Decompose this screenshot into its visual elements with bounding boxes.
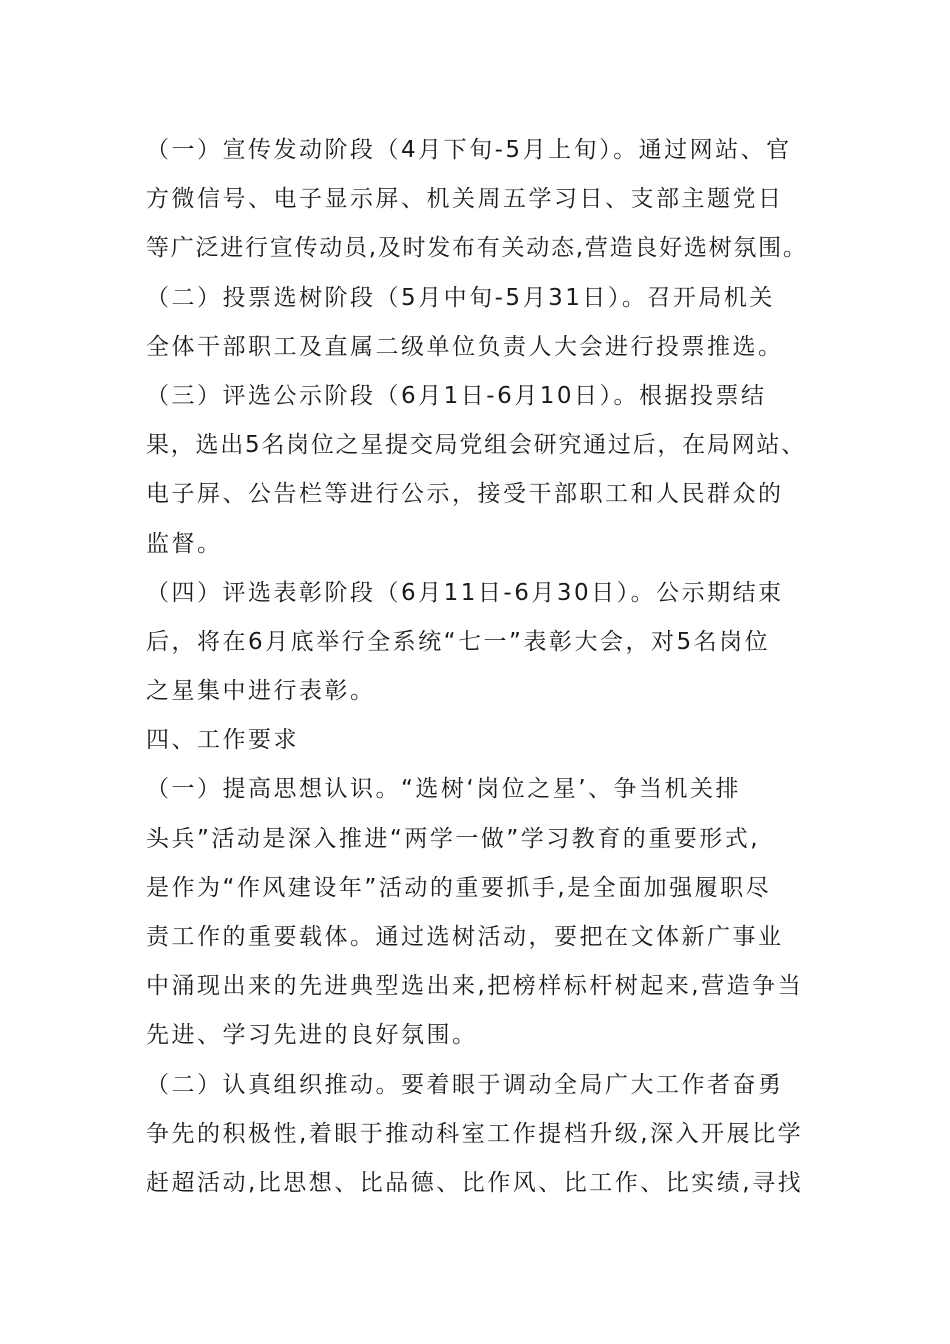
section-heading-work-requirements	[146, 716, 810, 765]
text-line: （一）提高思想认识。“选树‘岗位之星’、争当机关排	[146, 776, 742, 803]
heading-line: 四、工作要求	[146, 727, 299, 754]
text-line: 后，将在6月底举行全系统“七一”表彰大会，对5名岗位	[146, 628, 771, 655]
text-line: （二）投票选树阶段（5月中旬-5月31日）。召开局机关	[146, 284, 775, 311]
paragraph-stage-4	[146, 569, 810, 717]
paragraph-requirement-2	[146, 1061, 810, 1209]
text-line: 争先的积极性,着眼于推动科室工作提档升级,深入开展比学	[146, 1120, 804, 1147]
text-line: （一）宣传发动阶段（4月下旬-5月上旬）。通过网站、官	[146, 137, 792, 163]
paragraph-stage-3	[146, 372, 810, 569]
text-line: 中涌现出来的先进典型选出来,把榜样标杆树起来,营造争当	[146, 973, 804, 1000]
paragraph-stage-1	[146, 126, 810, 274]
text-line: （四）评选表彰阶段（6月11日-6月30日）。公示期结束	[146, 579, 784, 606]
text-line: 是作为“作风建设年”活动的重要抓手,是全面加强履职尽	[146, 874, 772, 901]
document-body	[146, 126, 810, 1208]
text-line: 责工作的重要载体。通过选树活动，要把在文体新广事业	[146, 924, 784, 950]
text-line: 方微信号、电子显示屏、机关周五学习日、支部主题党日	[146, 186, 784, 213]
paragraph-stage-2	[146, 274, 810, 372]
text-line: 先进、学习先进的良好氛围。	[146, 1022, 478, 1049]
text-line: 全体干部职工及直属二级单位负责人大会进行投票推选。	[146, 333, 784, 360]
text-line: 赶超活动,比思想、比品德、比作风、比工作、比实绩,寻找	[146, 1169, 804, 1196]
text-line: 之星集中进行表彰。	[146, 678, 376, 705]
text-line: 监督。	[146, 530, 223, 557]
text-line: 果，选出5名岗位之星提交局党组会研究通过后，在局网站、	[146, 432, 806, 459]
text-line: （三）评选公示阶段（6月1日-6月10日）。根据投票结	[146, 382, 767, 409]
text-line: 头兵”活动是深入推进“两学一做”学习教育的重要形式,	[146, 825, 761, 852]
paragraph-requirement-1	[146, 765, 810, 1060]
text-line: （二）认真组织推动。要着眼于调动全局广大工作者奋勇	[146, 1071, 784, 1098]
text-line: 电子屏、公告栏等进行公示，接受干部职工和人民群众的	[146, 481, 784, 508]
text-line: 等广泛进行宣传动员,及时发布有关动态,营造良好选树氛围。	[146, 235, 808, 262]
